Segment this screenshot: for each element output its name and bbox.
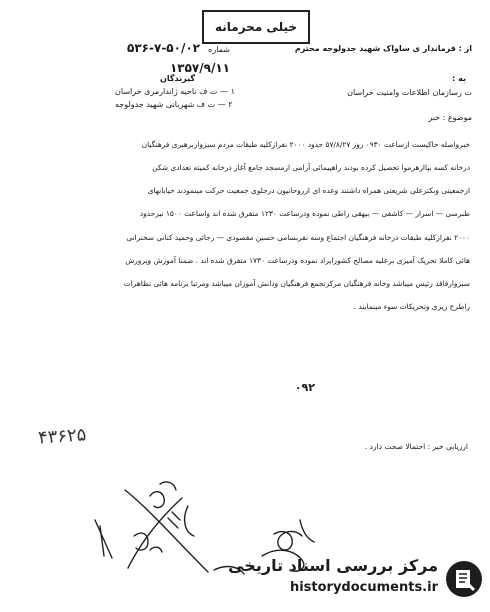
signature-stroke [150, 547, 162, 552]
body-line: راطرح ریزی وتحریکات سوء مینمایند . [353, 302, 470, 311]
to-line: ت رسازمان اطلاعات وامنیت خراسان [347, 88, 472, 97]
body-line: درخانه کسه بپاازهرموا تحصیل کرده بودند راهپیمائی آرامی ازمسجد جامع آغاز درخانه کمیته تعدادی شکن [152, 163, 470, 172]
signature-stroke [160, 482, 176, 490]
recipient-item: ۲ — ت ف شهربانی شهید جدولوجه [115, 100, 233, 109]
classification-text: خیلی محرمانه [214, 20, 298, 34]
recipient-item: ۱ — ت ف ناحیه ژاندارمری خراسان [115, 87, 235, 96]
body-line: هائی کاملا تحریک آمیزی برعلیه مصالح کشورایراد نموده ودرساعت ۱۷۳۰ متفرق شده اند . ضمنا آموزش وپرورش [125, 256, 470, 265]
body-line: ازجمعیتی وبکترعلی شریعتی همراه داشتند وعده ای ازروحانیون درجلوی جمعیت حرکت مینمودند خیابانهای [147, 186, 470, 195]
body-line: سبزوارفاقد رئیس میباشد وخانه فرهنگیان مرکزتجمع فرهنگیان ودانش آموزان میباشد ومرتبا برنامه هائی تظاهرات [123, 279, 470, 288]
subject-line: موضوع : خبر [428, 113, 472, 122]
signature-stroke [168, 512, 180, 528]
signature-stroke [128, 498, 182, 568]
document-date: ۱۳۵۷/۹/۱۱ [169, 61, 230, 75]
to-label: به : [452, 74, 466, 83]
section-separator-number: ۰۹۲ [294, 381, 315, 394]
body-line: طبرسی — اسرار — کاشفی — بیهقی راطی نموده ودرساعت ۱۲۳۰ متفرق شده اند واساعت ۱۵۰۰ نیزحدود [139, 209, 470, 218]
document-number: ۵۰/۰۲-۷-۵۳۶ [127, 41, 200, 55]
signature-stroke [185, 506, 194, 536]
signature-stroke [274, 531, 302, 550]
signature-stroke [100, 526, 104, 556]
signature-stroke [134, 533, 148, 550]
handwritten-number: ۴۳۶۲۵ [37, 424, 88, 449]
evaluation-line: ارزیابی خبر : احتمالا صحت دارد . [364, 442, 468, 451]
document-number-row [60, 38, 230, 58]
body-line: خبرواصله حاکیست ازساعت ۰۹۳۰ روز ۵۷/۸/۲۷ حدود ۲۰۰۰ نفرازکلیه طبقات مردم سبزواربرهبری فرهنگیان [141, 140, 470, 149]
signature-stroke [125, 490, 208, 572]
watermark-title: مرکز بررسی اسناد تاریخی [228, 556, 438, 575]
body-line: ۲۰۰۰ نفرازکلیه طبقات درخانه فرهنگیان اجتماع وسه نفربسامی حسین مقصودی — رجائی وحمید کنانی سخنرانی [126, 233, 470, 242]
signature-stroke [150, 492, 164, 508]
from-line: از : فرماندار ی ساواک شهید جدولوجه محترم [294, 44, 472, 53]
signature-stroke [300, 520, 314, 542]
archive-logo-icon [444, 558, 484, 600]
document-date-row [60, 58, 230, 78]
recipients-title: گیرندگان [160, 74, 196, 83]
archive-watermark [228, 556, 486, 606]
number-label: شماره [208, 45, 230, 54]
watermark-url: historydocuments.ir [289, 580, 438, 595]
document-number-block [60, 38, 230, 78]
